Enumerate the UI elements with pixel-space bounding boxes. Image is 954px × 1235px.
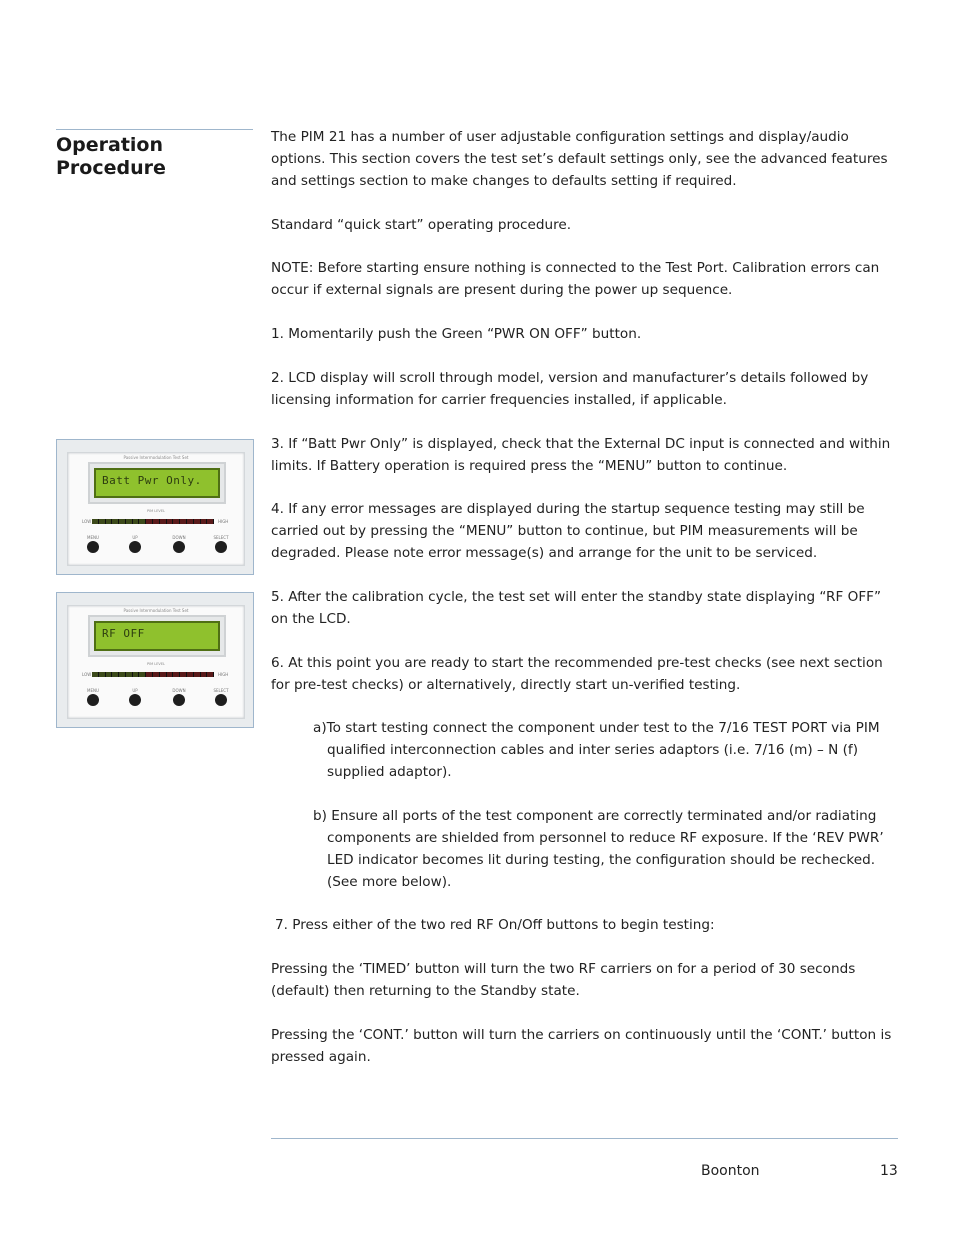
pim-level-led-bar (92, 519, 214, 524)
lcd-frame (88, 615, 226, 657)
down-label: DOWN (172, 688, 186, 693)
section-rule (56, 129, 253, 130)
high-label: HIGH (218, 672, 229, 677)
panel-title: Passive Intermodulation Test Set (123, 455, 189, 460)
note-paragraph: NOTE: Before starting ensure nothing is connected to the Test Port. Calibration errors can occur if external signals are present during the power up sequence. (271, 260, 880, 299)
select-label: SELECT (213, 688, 229, 693)
down-label: DOWN (172, 535, 186, 540)
panel-title: Passive Intermodulation Test Set (123, 608, 189, 613)
step-3: 3. If “Batt Pwr Only” is displayed, check that the External DC input is connected and within limits. If Battery operation is required press the “MENU” button to continue. (271, 435, 891, 474)
up-label: UP (132, 688, 138, 693)
low-label: LOW (82, 519, 92, 524)
up-button-icon (129, 694, 141, 706)
cont-paragraph: Pressing the ‘CONT.’ button will turn the carriers on continuously until the ‘CONT.’ button is pressed again. (271, 1026, 892, 1065)
pim-level-label: PIM LEVEL (147, 509, 165, 513)
intro-paragraph: The PIM 21 has a number of user adjustable configuration settings and display/audio options. This section covers the test set’s default settings only, see the advanced features and settings section to make changes to defaults setting if required. (271, 129, 888, 189)
high-label: HIGH (218, 519, 229, 524)
select-button-icon (215, 541, 227, 553)
page-number: 13 (880, 1163, 898, 1179)
front-panel-image-rf-off (56, 592, 254, 728)
step-5: 5. After the calibration cycle, the test set will enter the standby state displaying “RF OFF” on the LCD. (271, 588, 881, 627)
lcd-display (94, 468, 220, 498)
front-panel-image-batt (56, 439, 254, 575)
select-label: SELECT (213, 535, 229, 540)
step-2: 2. LCD display will scroll through model, version and manufacturer’s details followed by licensing information for carrier frequencies installed, if applicable. (271, 369, 869, 408)
step-6: 6. At this point you are ready to start the recommended pre-test checks (see next section for pre-test checks) or alternatively, directly start un-verified testing. (271, 654, 883, 693)
step-6b: b) Ensure all ports of the test component are correctly terminated and/or radiating components are shielded from personnel to reduce RF exposure. If the ‘REV PWR’ LED indicator becomes lit during testing, the configuration should be rechecked. (See more below). (313, 807, 884, 890)
pim-level-led-bar (92, 672, 214, 677)
footer-rule (271, 1138, 898, 1139)
step-1: 1. Momentarily push the Green “PWR ON OFF” button. (271, 326, 642, 343)
down-button-icon (173, 541, 185, 553)
pim-level-label: PIM LEVEL (147, 662, 165, 666)
footer-brand: Boonton (701, 1163, 760, 1179)
lcd-text: RF OFF (102, 627, 145, 640)
lcd-frame (88, 462, 226, 504)
down-button-icon (173, 694, 185, 706)
step-7: 7. Press either of the two red RF On/Off buttons to begin testing: (275, 917, 715, 934)
menu-label: MENU (87, 535, 99, 540)
menu-label: MENU (87, 688, 99, 693)
step-6a: a)To start testing connect the component under test to the 7/16 TEST PORT via PIM qualified interconnection cables and inter series adaptors (i.e. 7/16 (m) – N (f) supplied adaptor). (313, 720, 880, 781)
up-button-icon (129, 541, 141, 553)
menu-button-icon (87, 694, 99, 706)
up-label: UP (132, 535, 138, 540)
body-text (271, 127, 901, 1091)
timed-paragraph: Pressing the ‘TIMED’ button will turn the two RF carriers on for a period of 30 seconds (default) then returning to the Standby state. (271, 961, 856, 1000)
front-panel-plate (67, 452, 245, 566)
section-title: Operation Procedure (56, 134, 166, 179)
menu-button-icon (87, 541, 99, 553)
front-panel-plate (67, 605, 245, 719)
step-4: 4. If any error messages are displayed during the startup sequence testing may still be carried out by pressing the “MENU” button to continue, but PIM measurements will be degraded. Please note error message(s) and arrange for the unit to be serviced. (271, 501, 865, 562)
low-label: LOW (82, 672, 92, 677)
lcd-display (94, 621, 220, 651)
quick-start-paragraph: Standard “quick start” operating procedure. (271, 216, 572, 233)
lcd-text: Batt Pwr Only. (102, 474, 202, 487)
select-button-icon (215, 694, 227, 706)
